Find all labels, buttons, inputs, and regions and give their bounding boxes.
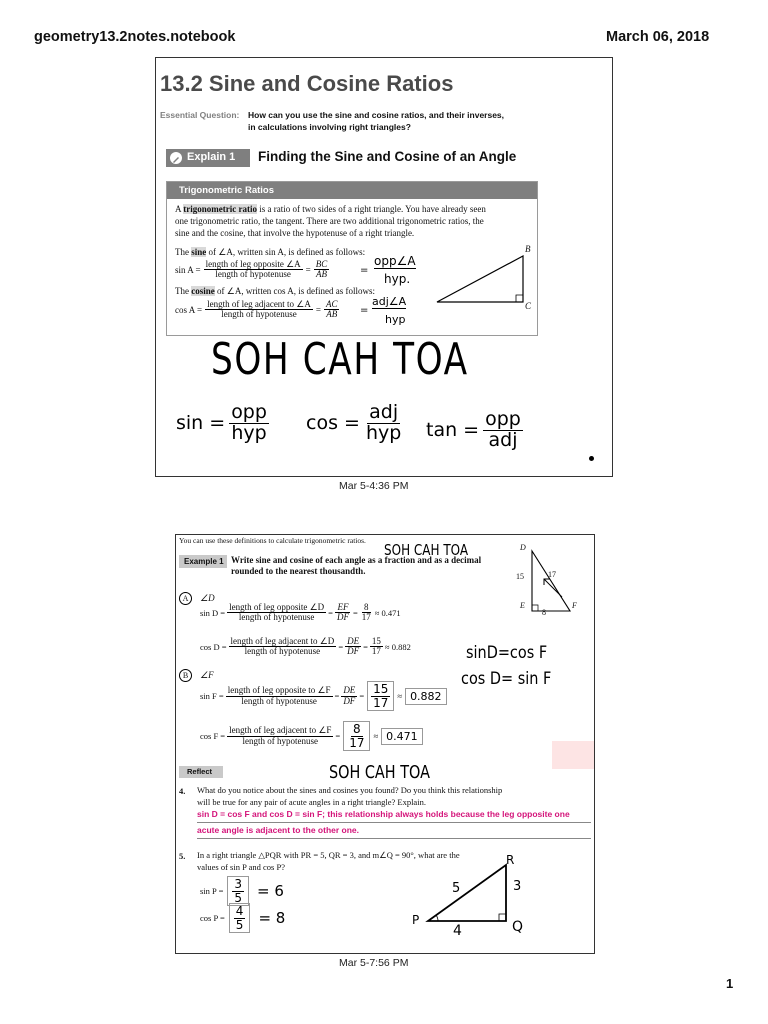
hand-soh-top: SOH CAH TOA (384, 541, 469, 559)
cos-def-a: The (175, 286, 192, 296)
part-b-angle: ∠F (200, 670, 214, 680)
header-date: March 06, 2018 (606, 29, 710, 45)
para-prefix: A (175, 204, 184, 214)
explain-label: Explain 1 (187, 151, 236, 163)
hand-opp: opp∠A (374, 254, 416, 268)
sinf-lhs: sin F = (200, 691, 224, 702)
sinp-lhs: sin P = (200, 886, 224, 897)
sine-definition (175, 247, 365, 258)
cosd-num: length of leg adjacent to ∠D (230, 636, 335, 646)
q4-text2: will be true for any pair of acute angles in a right triangle? Explain. (197, 797, 426, 807)
tri2-r: R (506, 853, 515, 867)
sinf-approx-sign: ≈ (397, 691, 403, 702)
cosf-hand-den: 17 (349, 735, 365, 750)
sind-num3: 8 (364, 602, 369, 612)
reflect-label: Reflect (179, 766, 223, 778)
sinp-hand: = 6 (257, 882, 284, 901)
part-a-angle: ∠D (200, 593, 215, 603)
hand-soh-mid: SOH CAH TOA (329, 762, 430, 783)
hand-cos-den: hyp (365, 421, 402, 444)
intro-text: You can use these definitions to calculate trigonometric ratios. (179, 536, 366, 545)
tri-8: 8 (542, 608, 546, 617)
sinf-frac2 (341, 686, 357, 706)
sind-approx: ≈ 0.471 (374, 607, 401, 618)
sine-formula (175, 260, 332, 280)
cosf-lhs: cos F = (200, 731, 226, 742)
ink-dot (589, 456, 594, 461)
cosd-eq2: = (363, 641, 368, 652)
cosp-num: 4 (235, 904, 244, 918)
sind-eq1: = (328, 607, 333, 618)
sinp-frac (227, 876, 249, 906)
tri2-q: Q (512, 919, 524, 935)
cosd-num2: DE (347, 636, 360, 646)
cos-term: cosine (191, 286, 215, 296)
tri-f: F (572, 601, 577, 610)
cos-f-formula (200, 721, 423, 751)
cos-fraction-letters (324, 300, 340, 320)
sinf-hand-num: 15 (373, 682, 389, 696)
triangle-abc (427, 250, 537, 310)
cosd-den: length of hypotenuse (244, 646, 321, 657)
eq-label: Essential Question: (160, 110, 240, 120)
answer-rule-2 (197, 838, 591, 839)
trig-paragraph-line3: sine and the cosine, that involve the hypotenuse of a right triangle. (175, 228, 415, 238)
slide-2 (175, 534, 595, 954)
sin-lhs: sin A = (175, 264, 201, 275)
box-title: Trigonometric Ratios (167, 182, 537, 199)
slide-2-caption: Mar 5-7:56 PM (339, 957, 409, 969)
sin-p-answer (200, 876, 284, 906)
sin-f-formula (200, 681, 447, 711)
trig-ratios-box (166, 181, 538, 336)
q4-answer1: sin D = cos F and cos D = sin F; this relationship always holds because the leg opposite one (197, 809, 570, 819)
sind-eq2: = (352, 607, 358, 618)
hand-cos-num: adj (369, 401, 399, 423)
sin-eq: = (305, 264, 311, 275)
cos-den: length of hypotenuse (221, 309, 297, 320)
sind-num2: EF (337, 602, 349, 612)
sind-den3: 17 (361, 612, 371, 623)
sind-frac (227, 603, 326, 623)
sind-den2: DF (336, 612, 349, 623)
tri2-5: 5 (452, 881, 461, 896)
hand-tan-frac (483, 410, 523, 451)
cosf-den: length of hypotenuse (242, 735, 318, 746)
cos-def-b: of ∠A, written cos A, is defined as follows: (214, 286, 376, 296)
hand-cosd-sinf: cos D= sin F (461, 669, 552, 689)
trig-paragraph-line2: one trigonometric ratio, the tangent. There are two additional trigonometric ratios, the (175, 216, 484, 226)
sin-den2: AB (315, 269, 327, 280)
tri-d: D (520, 543, 526, 552)
tri-label-c: C (525, 301, 532, 311)
cosp-den: 5 (235, 917, 244, 932)
cosd-frac (229, 637, 337, 657)
example-label: Example 1 (179, 555, 227, 568)
sin-fraction-letters (314, 260, 330, 280)
trig-paragraph-line1 (175, 204, 486, 214)
sin-den: length of hypotenuse (215, 269, 291, 280)
cos-num: length of leg adjacent to ∠A (207, 299, 311, 309)
sind-den: length of hypotenuse (238, 612, 315, 623)
cos-eq: = (315, 304, 321, 315)
slide-1-caption: Mar 5-4:36 PM (339, 480, 409, 492)
pink-tab-marker (552, 741, 594, 769)
cosd-lhs: cos D = (200, 641, 227, 652)
hand-tan-ratio (426, 410, 523, 451)
example-text2: rounded to the nearest thousandth. (231, 566, 366, 576)
hand-sin-num: opp (231, 401, 267, 423)
page-number: 1 (726, 976, 734, 991)
hand-cos: cos = (306, 412, 360, 435)
cosf-frac (227, 726, 333, 746)
sine-def-b: of ∠A, written sin A, is defined as follows: (206, 247, 366, 257)
sinf-eq1: = (334, 691, 340, 702)
cosf-num: length of leg adjacent to ∠F (229, 725, 332, 736)
cosf-hand-num: 8 (353, 722, 361, 736)
hand-eq-mark: = (360, 265, 369, 276)
hand-sin: sin = (176, 412, 226, 435)
explain-badge (166, 149, 250, 167)
q5-text2: values of sin P and cos P? (197, 862, 285, 872)
pencil-icon (170, 152, 182, 164)
cos-lhs: cos A = (175, 304, 203, 315)
part-a-badge: A (179, 592, 192, 605)
sind-frac2 (335, 603, 351, 623)
tri2-4: 4 (453, 923, 462, 939)
tri2-p: P (412, 913, 420, 927)
slide-1 (155, 57, 613, 477)
section-title: 13.2 Sine and Cosine Ratios (160, 71, 454, 96)
sinf-hand-approx: 0.882 (405, 688, 447, 705)
triangle-pqr (422, 857, 522, 925)
triangle-def (518, 545, 590, 615)
cosf-approx-sign: ≈ (373, 731, 379, 742)
cosine-definition (175, 286, 375, 297)
hand-cos-frac (364, 403, 403, 444)
cos-d-formula (200, 637, 411, 657)
cosd-frac2 (345, 637, 361, 657)
hand-sind-cosf: sinD=cos F (466, 643, 548, 663)
cosd-approx: ≈ 0.882 (384, 641, 411, 652)
q5-text1: In a right triangle △PQR with PR = 5, QR = 3, and m∠Q = 90°, what are the (197, 850, 460, 860)
hand-adj: adj∠A (372, 295, 407, 308)
q4-answer2: acute angle is adjacent to the other one. (197, 825, 360, 835)
cosf-eq1: = (335, 731, 341, 742)
cosd-frac3 (370, 637, 383, 657)
cos-fraction-words (205, 300, 313, 320)
cosp-frac (229, 903, 251, 933)
tri-e: E (520, 601, 525, 610)
sine-term: sine (191, 247, 207, 257)
cosp-hand: = 8 (258, 909, 286, 928)
hand-sohcahtoa: SOH CAH TOA (211, 334, 469, 385)
para-term: trigonometric ratio (183, 204, 257, 214)
tri-label-b: B (525, 244, 531, 254)
hand-tan-den: adj (488, 428, 518, 451)
answer-rule-1 (197, 822, 591, 823)
q4-num: 4. (179, 786, 186, 796)
sin-num: length of leg opposite ∠A (205, 259, 301, 269)
sinp-den: 5 (234, 890, 243, 905)
sind-lhs: sin D = (200, 607, 226, 618)
cosf-hand-approx: 0.471 (381, 728, 423, 745)
q4-text1: What do you notice about the sines and cosines you found? Do you think this relationship (197, 785, 503, 795)
tri2-3: 3 (513, 879, 522, 894)
hand-cos-ratio (306, 403, 403, 444)
cosd-den3: 17 (371, 646, 381, 657)
sin-fraction-words (204, 260, 303, 280)
sinf-hand-frac (367, 681, 394, 711)
cos-den2: AB (326, 309, 338, 320)
eq-text-line2: in calculations involving right triangles? (248, 122, 411, 132)
example-text1: Write sine and cosine of each angle as a fraction and as a decimal (231, 555, 482, 565)
para-line1-rest: is a ratio of two sides of a right triangle. You have already seen (256, 204, 486, 214)
hand-eq-mark2: = (360, 305, 369, 316)
tri-15: 15 (516, 572, 524, 581)
sinf-den: length of hypotenuse (241, 695, 317, 706)
q5-num: 5. (179, 851, 186, 861)
sinf-num: length of leg opposite to ∠F (227, 685, 331, 696)
hand-tan: tan = (426, 419, 480, 442)
cos-p-answer (200, 903, 285, 933)
hand-sin-frac (229, 403, 269, 444)
cosine-formula (175, 300, 342, 320)
part-b-badge: B (179, 669, 192, 682)
sinf-num2: DE (343, 685, 356, 696)
cosd-eq1: = (338, 641, 344, 652)
cosf-hand-frac (343, 721, 370, 751)
notebook-title: geometry13.2notes.notebook (34, 29, 236, 45)
sinf-den2: DF (343, 695, 356, 706)
sinf-eq2: = (359, 691, 365, 702)
hand-hyp1: hyp. (384, 272, 411, 286)
sind-num: length of leg opposite ∠D (229, 602, 325, 612)
cosd-num3: 15 (371, 636, 381, 646)
hand-sin-ratio (176, 403, 269, 444)
cos-num2: AC (325, 299, 338, 309)
sinp-num: 3 (234, 877, 243, 891)
eq-text-line1: How can you use the sine and cosine ratios, and their inverses, (248, 110, 505, 120)
explain-title: Finding the Sine and Cosine of an Angle (258, 149, 517, 164)
sinf-hand-den: 17 (373, 695, 389, 710)
sine-def-a: The (175, 247, 192, 257)
tri-17: 17 (548, 570, 556, 579)
cosp-lhs: cos P = (200, 913, 225, 924)
hand-hyp2: hyp (385, 313, 406, 326)
sin-d-formula (200, 603, 401, 623)
sin-num2: BC (315, 259, 328, 269)
cosd-den2: DF (347, 646, 360, 657)
sind-frac3 (360, 603, 373, 623)
sinf-frac (226, 686, 333, 706)
hand-sin-den: hyp (231, 421, 267, 444)
hand-tan-num: opp (485, 408, 521, 430)
